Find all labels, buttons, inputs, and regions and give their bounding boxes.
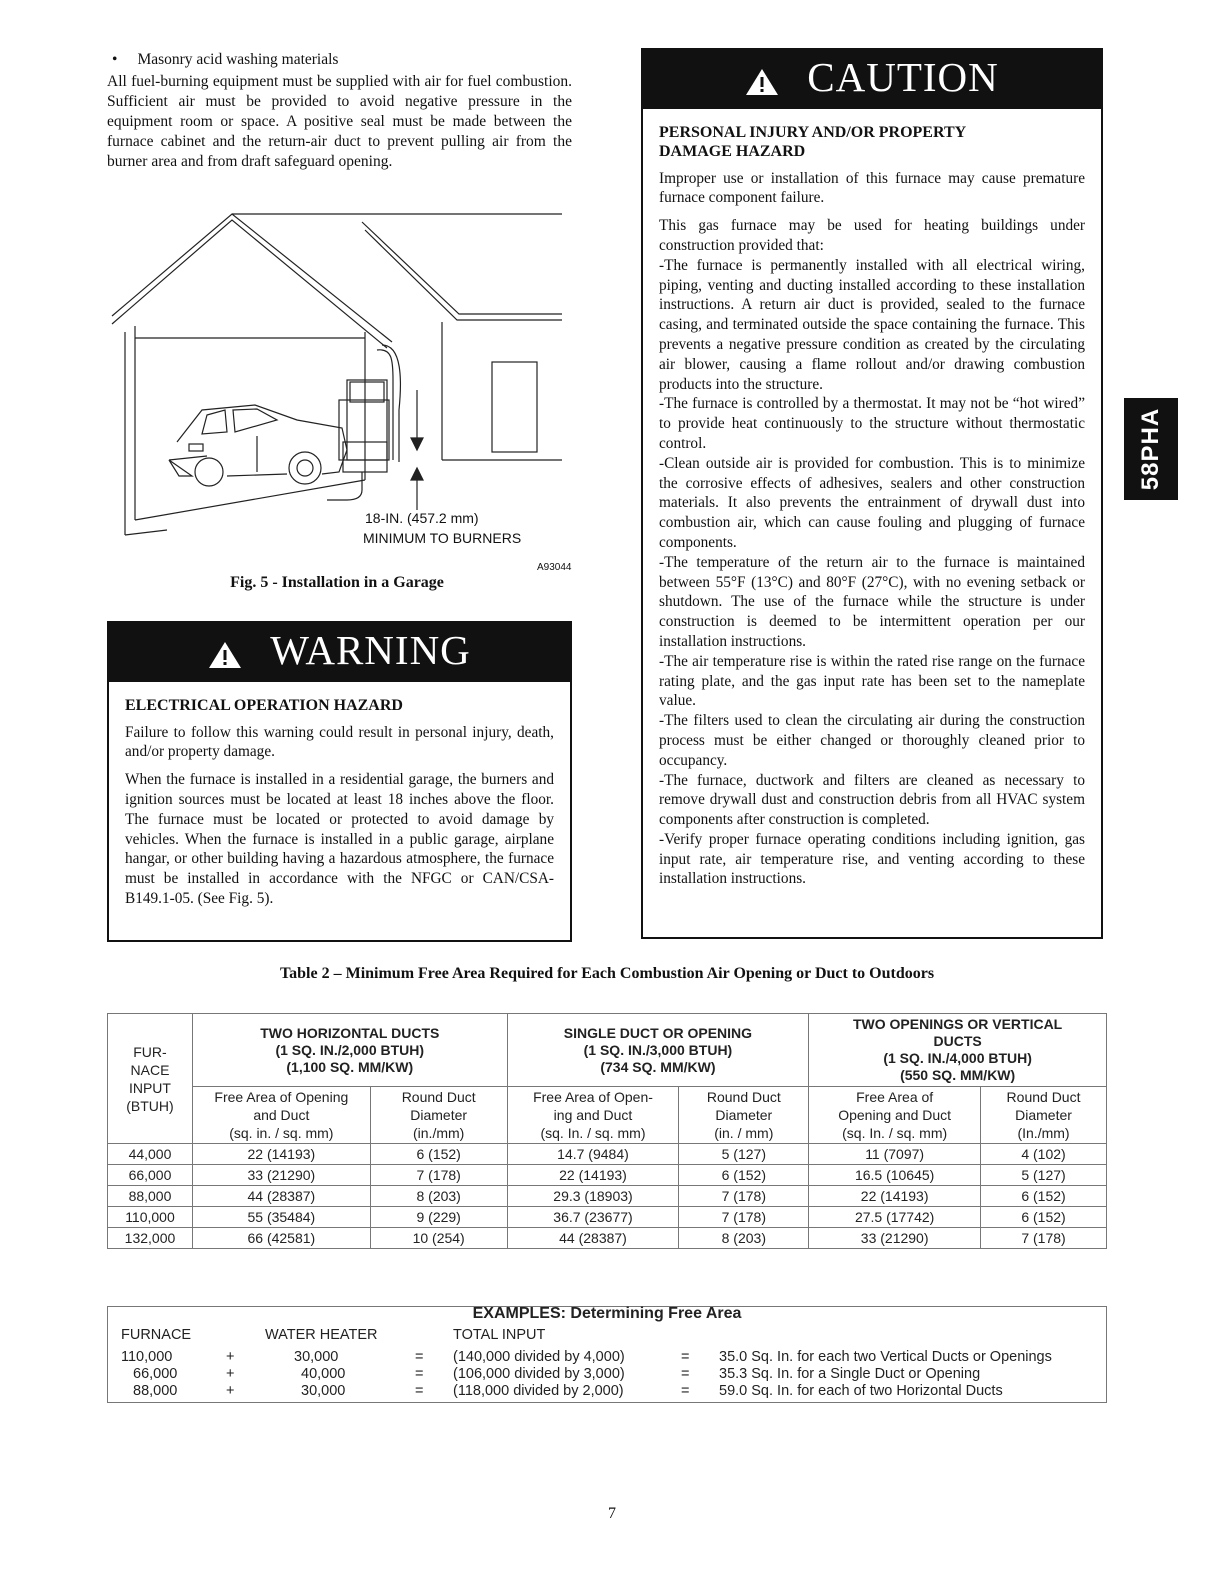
table-cell: 6 (152) <box>370 1144 507 1165</box>
example-heater: 30,000 <box>301 1383 346 1399</box>
header-line: DUCTS <box>933 1033 982 1049</box>
table-cell: 66 (42581) <box>192 1228 370 1249</box>
subheader-line: Free Area of <box>856 1089 934 1105</box>
model-side-tab <box>1124 398 1178 500</box>
subheader-line: (In./mm) <box>1017 1125 1070 1141</box>
subheader <box>809 1087 981 1144</box>
table-cell: 8 (203) <box>679 1228 809 1249</box>
table-cell: 36.7 (23677) <box>507 1207 679 1228</box>
example-input: (106,000 divided by 3,000) <box>453 1366 625 1382</box>
caution-box <box>641 48 1103 939</box>
table-cell: 22 (14193) <box>507 1165 679 1186</box>
examples-header-total-input: TOTAL INPUT <box>453 1327 546 1343</box>
warning-body <box>125 723 554 909</box>
table-cell: 29.3 (18903) <box>507 1186 679 1207</box>
examples-header-furnace: FURNACE <box>121 1327 192 1343</box>
subheader-line: Diameter <box>715 1107 773 1123</box>
table-caption: Table 2 – Minimum Free Area Required for Each Combustion Air Opening or Duct to Outdoors <box>279 965 935 982</box>
caution-item: -The furnace is permanently installed with all electrical wiring, piping, venting and ducting installed according to these installation instructions. A return air duct is provided, sealed to the furnace casing, and terminated outside the space containing the furnace. This prevents a negative pressure condition as created by the circulating air blower, causing a flame rollout and/or drawing combustion products into the structure. <box>659 256 1085 393</box>
table-row <box>108 1186 1107 1207</box>
header-line: (1,100 SQ. MM/KW) <box>286 1058 414 1075</box>
table-cell: 55 (35484) <box>192 1207 370 1228</box>
combustion-air-paragraph: All fuel-burning equipment must be supplied with air for fuel combustion. Sufficient air must be provided to avoid negative pressure in the equipment room or space. A positive seal must be made between the furnace cabinet and the return-air duct to prevent pulling air from the burner area and from draft safeguard opening. <box>107 73 572 170</box>
example-plus: + <box>226 1366 235 1382</box>
caution-item: -The filters used to clean the circulating air during the construction process must be either changed or thoroughly cleaned prior to occupancy. <box>659 712 1085 769</box>
subheader-line: Free Area of Open- <box>533 1089 653 1105</box>
table-cell: 10 (254) <box>370 1228 507 1249</box>
header-line: NACE <box>130 1061 170 1078</box>
example-plus: + <box>226 1383 235 1399</box>
table-cell: 110,000 <box>108 1207 193 1228</box>
example-equals: = <box>415 1383 424 1399</box>
table-cell: 7 (178) <box>981 1228 1107 1249</box>
hazard-triangle-icon <box>745 55 779 109</box>
table-cell: 44 (28387) <box>192 1186 370 1207</box>
caution-item: -The furnace, ductwork and filters are cleaned as necessary to remove drywall dust and construction debris from all HVAC system components after construction is completed. <box>659 771 1085 829</box>
warning-paragraph-1: Failure to follow this warning could result in personal injury, death, and/or property damage. <box>125 723 554 761</box>
caution-item: -The air temperature rise is within the rated rise range on the furnace rating plate, and the gas input rate has been set to the nameplate value. <box>659 652 1085 710</box>
table-cell: 27.5 (17742) <box>809 1207 981 1228</box>
dimension-line-2: MINIMUM TO BURNERS <box>363 530 522 546</box>
subheader-line: (sq. In. / sq. mm) <box>540 1125 646 1141</box>
table-cell: 16.5 (10645) <box>809 1165 981 1186</box>
table-cell: 11 (7097) <box>809 1144 981 1165</box>
warning-paragraph-2: When the furnace is installed in a residential garage, the burners and ignition sources must be located at least 18 inches above the floor. The furnace must be located or protected to avoid damage by vehicles. When the furnace is installed in a public garage, airplane hangar, or other building having a hazardous atmosphere, the furnace must be installed in accordance with the NFGC or CAN/CSA-B149.1-05. (See Fig. 5). <box>125 771 554 907</box>
table-cell: 4 (102) <box>981 1144 1107 1165</box>
header-line: TWO HORIZONTAL DUCTS <box>260 1024 440 1041</box>
header-line: (1 SQ. IN./3,000 BTUH) <box>583 1041 733 1058</box>
subheader <box>679 1087 809 1144</box>
dimension-label <box>365 510 479 526</box>
example-equals: = <box>415 1366 424 1382</box>
combustion-air-table <box>107 1013 1107 1249</box>
table-cell: 9 (229) <box>370 1207 507 1228</box>
bullet-item: • Masonry acid washing materials <box>142 50 572 70</box>
example-plus: + <box>226 1349 235 1365</box>
table-cell: 6 (152) <box>981 1207 1107 1228</box>
header-line: SINGLE DUCT OR OPENING <box>563 1024 753 1041</box>
header-line: (550 SQ. MM/KW) <box>900 1067 1016 1083</box>
table-cell: 14.7 (9484) <box>507 1144 679 1165</box>
table-cell: 33 (21290) <box>809 1228 981 1249</box>
caution-title-line-1: PERSONAL INJURY AND/OR PROPERTY <box>659 123 967 141</box>
caution-item: -The furnace is controlled by a thermostat. It may not be “hot wired” to provide heat continuously to the structure without thermostatic control. <box>659 395 1085 452</box>
example-equals: = <box>681 1366 690 1382</box>
table-cell: 6 (152) <box>679 1165 809 1186</box>
example-equals: = <box>681 1383 690 1399</box>
table-cell: 66,000 <box>108 1165 193 1186</box>
subheader-line: Round Duct <box>401 1089 476 1105</box>
example-furnace: 110,000 <box>121 1349 173 1365</box>
examples-title: EXAMPLES: Determining Free Area <box>472 1305 742 1322</box>
left-column-text <box>107 50 572 172</box>
caution-title <box>659 123 1085 161</box>
example-furnace: 66,000 <box>133 1366 178 1382</box>
table-cell: 8 (203) <box>370 1186 507 1207</box>
table-cell: 132,000 <box>108 1228 193 1249</box>
subheader <box>981 1087 1107 1144</box>
subheader-line: Opening and Duct <box>838 1107 952 1123</box>
table-cell: 7 (178) <box>679 1207 809 1228</box>
example-heater: 40,000 <box>301 1366 346 1382</box>
table-row <box>108 1144 1107 1165</box>
example-result: 59.0 Sq. In. for each of two Horizontal Ducts <box>719 1383 1003 1399</box>
header-line: TWO OPENINGS OR VERTICAL <box>853 1016 1063 1032</box>
examples-box <box>107 1306 1107 1403</box>
example-equals: = <box>681 1349 690 1365</box>
examples-header-water-heater: WATER HEATER <box>265 1327 378 1343</box>
header-line: (BTUH) <box>126 1097 174 1114</box>
header-line: (1 SQ. IN./2,000 BTUH) <box>275 1041 425 1058</box>
example-result: 35.3 Sq. In. for a Single Duct or Opening <box>719 1366 981 1382</box>
caution-header <box>643 50 1101 109</box>
header-line: (1 SQ. IN./4,000 BTUH) <box>883 1050 1032 1066</box>
subheader-line: ing and Duct <box>553 1107 633 1123</box>
subheader-line: (in. / mm) <box>714 1125 774 1141</box>
table-cell: 7 (178) <box>370 1165 507 1186</box>
subheader <box>370 1087 507 1144</box>
table-cell: 5 (127) <box>981 1165 1107 1186</box>
subheader-line: Round Duct <box>1006 1089 1081 1105</box>
caution-label: CAUTION <box>807 54 999 100</box>
subheader-line: Diameter <box>410 1107 468 1123</box>
caution-body <box>659 169 1085 890</box>
group-header-vertical <box>809 1014 1107 1087</box>
example-result: 35.0 Sq. In. for each two Vertical Ducts or Openings <box>719 1349 1052 1365</box>
dimension-line-1: 18-IN. (457.2 mm) <box>365 510 479 526</box>
subheader-line: and Duct <box>253 1107 310 1123</box>
table-cell: 7 (178) <box>679 1186 809 1207</box>
dimension-label-2 <box>363 530 521 546</box>
header-line: INPUT <box>128 1079 171 1096</box>
subheader-line: Free Area of Opening <box>214 1089 349 1105</box>
caution-paragraph-2: This gas furnace may be used for heating buildings under construction provided that: <box>659 217 1085 254</box>
warning-box <box>107 621 572 942</box>
example-furnace: 88,000 <box>133 1383 178 1399</box>
table-cell: 88,000 <box>108 1186 193 1207</box>
subheader-line: (sq. In. / sq. mm) <box>842 1125 948 1141</box>
model-code: 58PHA <box>1137 407 1164 491</box>
warning-header <box>109 623 570 682</box>
example-input: (140,000 divided by 4,000) <box>453 1349 625 1365</box>
caution-title-line-2: DAMAGE HAZARD <box>659 142 806 160</box>
subheader-line: (in./mm) <box>413 1125 465 1141</box>
furnace-input-header <box>108 1014 193 1144</box>
table-row <box>108 1228 1107 1249</box>
subheader-line: (sq. in. / sq. mm) <box>229 1125 334 1141</box>
table-cell: 44 (28387) <box>507 1228 679 1249</box>
example-input: (118,000 divided by 2,000) <box>453 1383 624 1399</box>
example-heater: 30,000 <box>294 1349 339 1365</box>
caution-item: -The temperature of the return air to the furnace is maintained between 55°F (13°C) and 80°F (27°C), with no evening setback or shutdown. The use of the furnace while the structure is under construction is deemed to be intermittent operation per our installation instructions. <box>659 553 1085 650</box>
subheader-line: Round Duct <box>706 1089 781 1105</box>
warning-title: ELECTRICAL OPERATION HAZARD <box>125 696 403 714</box>
group-header-horizontal <box>192 1014 507 1087</box>
garage-installation-figure <box>107 210 577 590</box>
caution-item: -Verify proper furnace operating conditions including ignition, gas input rate, air temperature rise, and venting according to these installation instructions. <box>659 830 1085 888</box>
hazard-triangle-icon <box>208 628 242 682</box>
warning-label: WARNING <box>270 627 471 673</box>
figure-id: A93044 <box>537 562 572 573</box>
caution-item: -Clean outside air is provided for combustion. This is to minimize the corrosive effects of adhesives, sealers and other construction materials. It also prevents the entrainment of drywall dust into combustion air, which can cause fouling and plugging of furnace components. <box>659 454 1085 551</box>
caution-paragraph-1: Improper use or installation of this furnace may cause premature furnace component failure. <box>659 169 1085 207</box>
figure-caption: Fig. 5 - Installation in a Garage <box>230 574 444 591</box>
table-cell: 33 (21290) <box>192 1165 370 1186</box>
table-cell: 44,000 <box>108 1144 193 1165</box>
header-line: FUR- <box>133 1043 167 1060</box>
subheader <box>192 1087 370 1144</box>
table-row <box>108 1165 1107 1186</box>
table-row <box>108 1207 1107 1228</box>
table-cell: 6 (152) <box>981 1186 1107 1207</box>
example-equals: = <box>415 1349 424 1365</box>
subheader-line: Diameter <box>1015 1107 1072 1123</box>
table-cell: 22 (14193) <box>809 1186 981 1207</box>
header-line: (734 SQ. MM/KW) <box>600 1058 716 1075</box>
table-cell: 5 (127) <box>679 1144 809 1165</box>
page-number: 7 <box>608 1505 616 1522</box>
subheader <box>507 1087 679 1144</box>
group-header-single <box>507 1014 809 1087</box>
table-cell: 22 (14193) <box>192 1144 370 1165</box>
